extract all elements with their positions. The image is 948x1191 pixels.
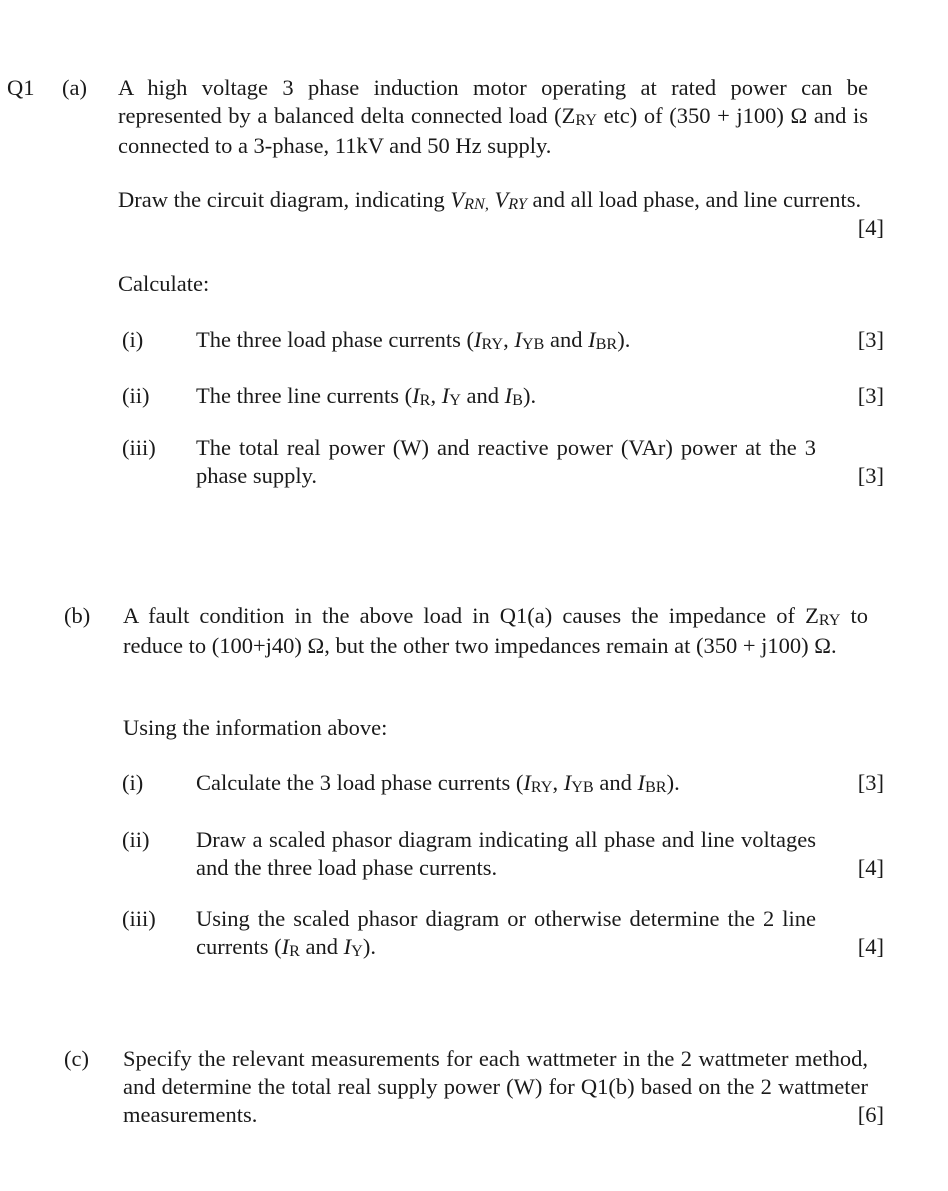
item-number: (iii) <box>122 906 156 931</box>
part-a-label: (a) <box>62 75 87 100</box>
mark: [4] <box>857 934 884 959</box>
part-c-label: (c) <box>64 1046 89 1071</box>
part-b-label: (b) <box>64 603 91 628</box>
part-a-item-3-text: The total real power (W) and reactive power (VAr) power at the 3 phase supply. <box>196 435 816 488</box>
part-b-item-2-text: Draw a scaled phasor diagram indicating all phase and line voltages and the three load phase currents. <box>196 827 816 880</box>
part-a-item-1-text: The three load phase currents ($I_{RY}$, $I_{YB}$ and $I_{BR}$). <box>196 327 631 353</box>
item-number: (iii) <box>122 435 156 460</box>
part-c-text: Specify the relevant measurements for each wattmeter in the 2 wattmeter method, and determine the total real supply power (W) for Q1(b) based on the 2 wattmeter measurements. <box>123 1046 868 1127</box>
part-b-intro: A fault condition in the above load in Q1(a) causes the impedance of $Z_{RY}$ to reduce to (100+j40) Ω, but the other two impedances remain at (350 + j100) Ω. <box>123 603 868 658</box>
mark: [3] <box>857 383 884 408</box>
part-a-draw-instruction: Draw the circuit diagram, indicating $V_{RN,}$ $V_{RY}$ and all load phase, and line currents. <box>118 187 862 213</box>
calculate-heading: Calculate: <box>118 271 210 296</box>
mark: [4] <box>857 855 884 880</box>
mark: [3] <box>857 463 884 488</box>
part-b-item-3-text: Using the scaled phasor diagram or otherwise determine the 2 line currents ($I_R$ and $I_Y$). <box>196 906 816 960</box>
mark: [6] <box>857 1102 884 1127</box>
question-number: Q1 <box>7 75 35 100</box>
item-number: (ii) <box>122 383 150 408</box>
part-a-draw-mark: [4] <box>857 215 884 240</box>
part-a-item-2-text: The three line currents ($I_R$, $I_Y$ and $I_B$). <box>196 383 537 409</box>
mark: [3] <box>857 327 884 352</box>
item-number: (i) <box>122 770 144 795</box>
item-number: (i) <box>122 327 144 352</box>
item-number: (ii) <box>122 827 150 852</box>
part-b-item-1-text: Calculate the 3 load phase currents ($I_{RY}$, $I_{YB}$ and $I_{BR}$). <box>196 770 680 796</box>
using-heading: Using the information above: <box>123 715 388 740</box>
mark: [3] <box>857 770 884 795</box>
part-a-intro: A high voltage 3 phase induction motor operating at rated power can be represented by a balanced delta connected load ($Z_{RY}$ etc) of (350 + j100) Ω and is connected to a 3-phase, 11kV and 50 Hz supply. <box>118 75 868 158</box>
